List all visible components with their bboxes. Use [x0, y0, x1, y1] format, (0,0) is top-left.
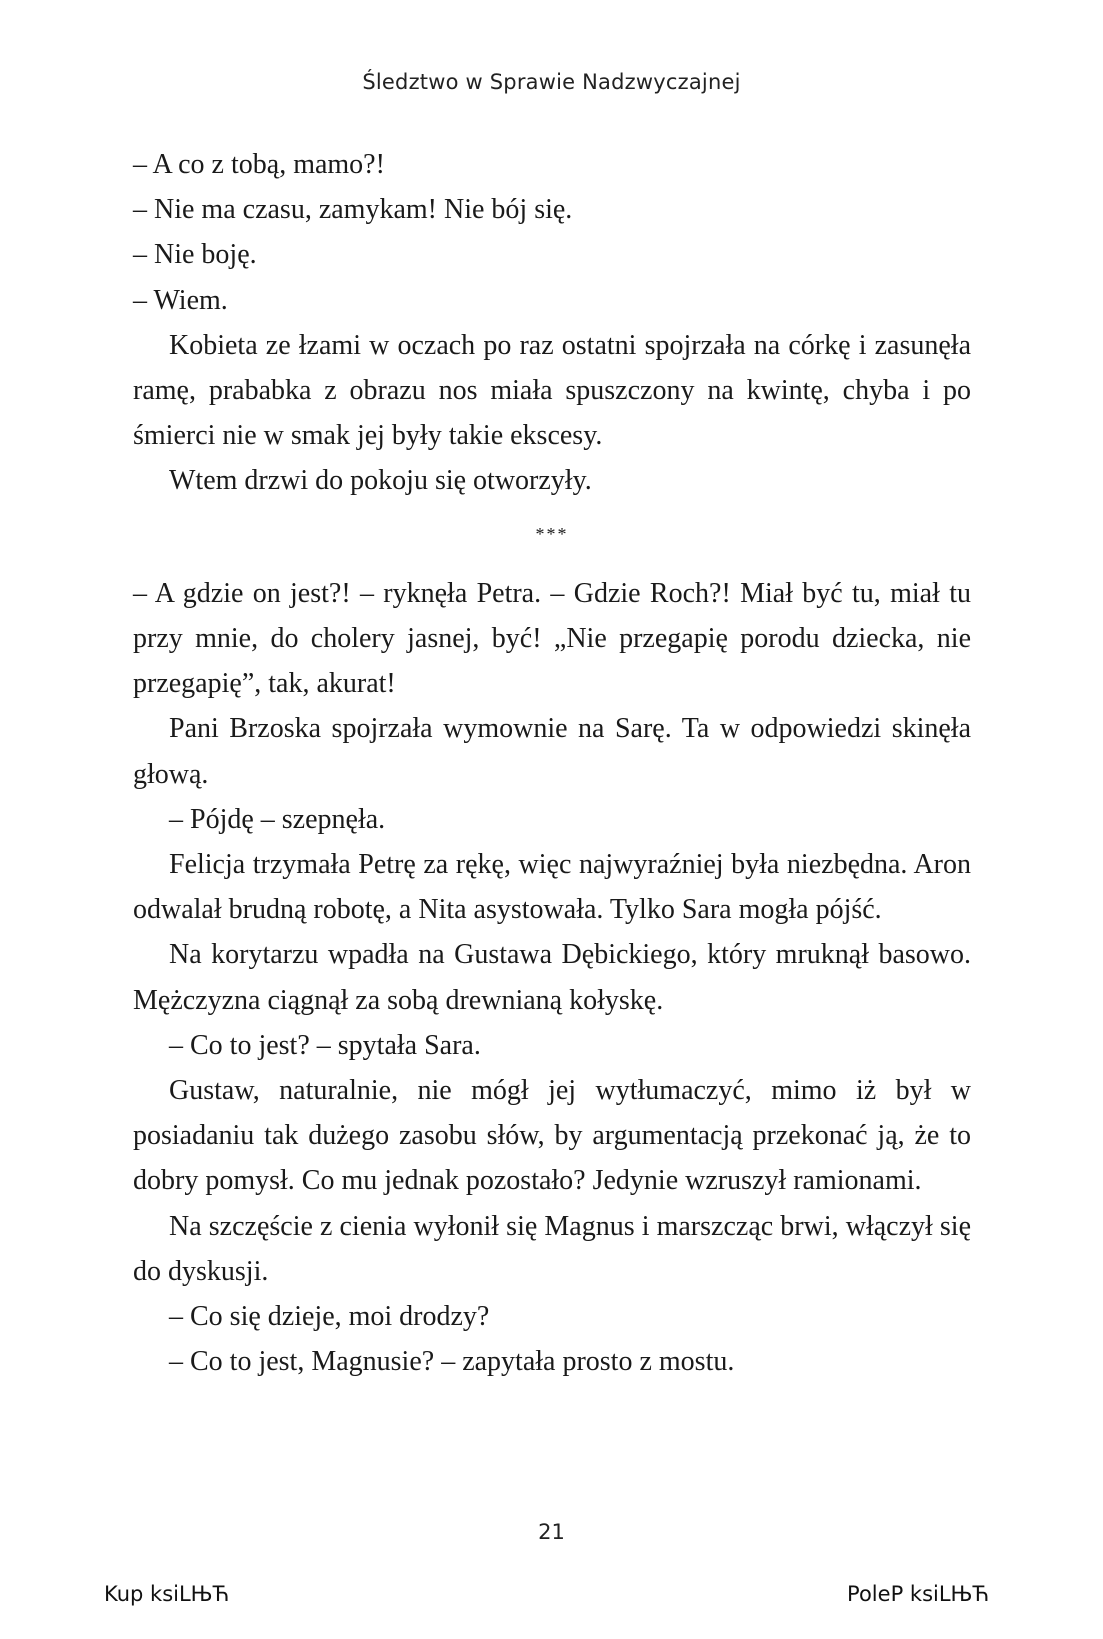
- dialogue-line: – Pójdę – szepnęła.: [169, 803, 386, 835]
- dialogue-line: – Co to jest? – spytała Sara.: [169, 1029, 481, 1061]
- recommend-book-link[interactable]: PoleP ksiLЊЋ: [847, 1582, 989, 1606]
- page-body: [133, 142, 971, 1384]
- dialogue-line: – Co się dzieje, moi drodzy?: [169, 1301, 490, 1333]
- paragraph: Pani Brzoska spojrzała wymownie na Sarę. Ta w odpowiedzi skinęła głową.: [133, 713, 971, 790]
- page-number: 21: [538, 1520, 565, 1544]
- paragraph: Gustaw, naturalnie, nie mógł jej wytłumaczyć, mimo iż był w posiadaniu tak dużego zasobu słów, by argumentacją przekonać ją, że to dobry pomysł. Co mu jednak pozostało? Jedynie wzruszył ramionami.: [133, 1075, 971, 1197]
- dialogue-line: – Nie ma czasu, zamykam! Nie bój się.: [133, 194, 573, 226]
- section-separator: ***: [535, 523, 569, 544]
- running-header: Śledztwo w Sprawie Nadzwyczajnej: [362, 70, 741, 94]
- paragraph: Wtem drzwi do pokoju się otworzyły.: [169, 465, 592, 497]
- paragraph: Na korytarzu wpadła na Gustawa Dębickiego, który mruknął basowo. Mężczyzna ciągnął za sobą drewnianą kołyskę.: [133, 939, 971, 1016]
- paragraph: Felicja trzymała Petrę za rękę, więc najwyraźniej była niezbędna. Aron odwalał brudną robotę, a Nita asystowała. Tylko Sara mogła pójść.: [133, 849, 971, 926]
- buy-book-link[interactable]: Kup ksiLЊЋ: [104, 1582, 230, 1606]
- dialogue-line: – A co z tobą, mamo?!: [133, 149, 385, 180]
- paragraph: Kobieta ze łzami w oczach po raz ostatni spojrzała na córkę i zasunęła ramę, prababka z obrazu nos miała spuszczony na kwintę, chyba i po śmierci nie w smak jej były takie ekscesy.: [133, 329, 971, 452]
- paragraph: – A gdzie on jest?! – ryknęła Petra. – Gdzie Roch?! Miał być tu, miał tu przy mnie, do cholery jasnej, być! „Nie przegapię porodu dziecka, nie przegapię”, tak, akurat!: [133, 577, 971, 700]
- dialogue-line: – Wiem.: [133, 284, 228, 316]
- dialogue-line: – Co to jest, Magnusie? – zapytała prosto z mostu.: [169, 1346, 735, 1378]
- dialogue-line: – Nie boję.: [133, 239, 257, 271]
- paragraph: Na szczęście z cienia wyłonił się Magnus i marszcząc brwi, włączył się do dyskusji.: [133, 1210, 971, 1287]
